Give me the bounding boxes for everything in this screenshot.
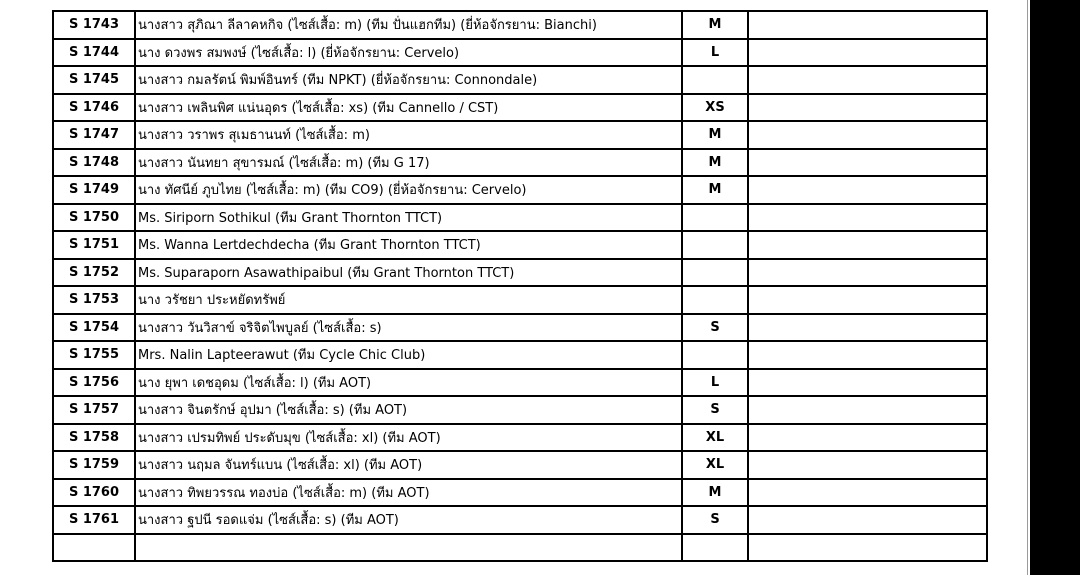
participant-id-cell: S 1753 [53,286,135,314]
participant-name-cell: นางสาว ทิพยวรรณ ทองบ่อ (ไซส์เสื้อ: m) (ทีม AOT) [135,479,682,507]
participant-id-cell: S 1757 [53,396,135,424]
blank-cell [748,231,987,259]
participant-name-cell: นาง ดวงพร สมพงษ์ (ไซส์เสื้อ: l) (ยี่ห้อจักรยาน: Cervelo) [135,39,682,67]
table-row [53,121,987,149]
participant-id-cell: S 1755 [53,341,135,369]
blank-cell [748,424,987,452]
participant-name-cell: Mrs. Nalin Lapteerawut (ทีม Cycle Chic Club) [135,341,682,369]
blank-cell [748,11,987,39]
table-row [53,259,987,287]
participant-table-body [53,11,987,561]
table-row [53,94,987,122]
participant-name-cell: Ms. Suparaporn Asawathipaibul (ทีม Grant Thornton TTCT) [135,259,682,287]
participant-name-cell: นางสาว วันวิสาข์ จริจิตไพบูลย์ (ไซส์เสื้อ: s) [135,314,682,342]
shirt-size-cell [682,259,748,287]
shirt-size-cell: L [682,39,748,67]
participant-name-cell [135,534,682,562]
shirt-size-cell: M [682,11,748,39]
table-row [53,286,987,314]
participant-id-cell: S 1761 [53,506,135,534]
participant-id-cell [53,534,135,562]
participant-name-cell: นางสาว ฐปนี รอดแจ่ม (ไซส์เสื้อ: s) (ทีม AOT) [135,506,682,534]
blank-cell [748,39,987,67]
participant-id-cell: S 1743 [53,11,135,39]
blank-cell [748,121,987,149]
shirt-size-cell: S [682,396,748,424]
participant-name-cell: นางสาว จินตรักษ์ อุปมา (ไซส์เสื้อ: s) (ทีม AOT) [135,396,682,424]
participant-id-cell: S 1747 [53,121,135,149]
blank-cell [748,176,987,204]
shirt-size-cell: M [682,479,748,507]
participant-name-cell: นาง ยุพา เดชอุดม (ไซส์เสื้อ: l) (ทีม AOT) [135,369,682,397]
shirt-size-cell [682,341,748,369]
participant-id-cell: S 1751 [53,231,135,259]
participant-id-cell: S 1754 [53,314,135,342]
participant-name-cell: นางสาว นฤมล จันทร์แบน (ไซส์เสื้อ: xl) (ทีม AOT) [135,451,682,479]
table-row [53,11,987,39]
participant-table [52,10,988,562]
participant-name-cell: นาง วรัชยา ประหยัดทรัพย์ [135,286,682,314]
shirt-size-cell [682,204,748,232]
blank-cell [748,314,987,342]
participant-name-cell: Ms. Wanna Lertdechdecha (ทีม Grant Thornton TTCT) [135,231,682,259]
participant-id-cell: S 1750 [53,204,135,232]
blank-cell [748,451,987,479]
table-row [53,424,987,452]
blank-cell [748,66,987,94]
shirt-size-cell [682,66,748,94]
participant-name-cell: นางสาว วราพร สุเมธานนท์ (ไซส์เสื้อ: m) [135,121,682,149]
participant-id-cell: S 1744 [53,39,135,67]
page-edge-line [1027,0,1028,575]
blank-cell [748,396,987,424]
table-row [53,39,987,67]
shirt-size-cell [682,534,748,562]
viewer-scroll-area [1030,0,1080,575]
participant-id-cell: S 1752 [53,259,135,287]
table-row [53,66,987,94]
shirt-size-cell: XL [682,424,748,452]
shirt-size-cell: M [682,121,748,149]
shirt-size-cell: XS [682,94,748,122]
blank-cell [748,479,987,507]
shirt-size-cell: M [682,176,748,204]
participant-name-cell: นางสาว สุภิณา ลีลาคหกิจ (ไซส์เสื้อ: m) (ทีม ปั่นแฮกทีม) (ยี่ห้อจักรยาน: Bianchi) [135,11,682,39]
blank-cell [748,286,987,314]
table-row [53,176,987,204]
table-row [53,314,987,342]
participant-id-cell: S 1758 [53,424,135,452]
shirt-size-cell: XL [682,451,748,479]
participant-name-cell: นางสาว เพลินพิศ แน่นอุดร (ไซส์เสื้อ: xs) (ทีม Cannello / CST) [135,94,682,122]
participant-id-cell: S 1756 [53,369,135,397]
table-row [53,204,987,232]
participant-id-cell: S 1745 [53,66,135,94]
blank-cell [748,506,987,534]
blank-cell [748,204,987,232]
participant-name-cell: นางสาว กมลรัตน์ พิมพ์อินทร์ (ทีม NPKT) (ยี่ห้อจักรยาน: Connondale) [135,66,682,94]
table-row [53,149,987,177]
participant-id-cell: S 1760 [53,479,135,507]
participant-name-cell: Ms. Siriporn Sothikul (ทีม Grant Thornton TTCT) [135,204,682,232]
shirt-size-cell [682,231,748,259]
table-row [53,479,987,507]
participant-name-cell: นางสาว นันทยา สุขารมณ์ (ไซส์เสื้อ: m) (ทีม G 17) [135,149,682,177]
shirt-size-cell [682,286,748,314]
table-row [53,396,987,424]
shirt-size-cell: M [682,149,748,177]
table-row [53,369,987,397]
table-row [53,231,987,259]
shirt-size-cell: S [682,314,748,342]
blank-cell [748,149,987,177]
blank-cell [748,534,987,562]
table-row [53,506,987,534]
blank-cell [748,259,987,287]
participant-id-cell: S 1759 [53,451,135,479]
participant-id-cell: S 1749 [53,176,135,204]
blank-cell [748,369,987,397]
table-row [53,451,987,479]
shirt-size-cell: L [682,369,748,397]
participant-id-cell: S 1746 [53,94,135,122]
blank-cell [748,341,987,369]
blank-cell [748,94,987,122]
table-row [53,534,987,562]
shirt-size-cell: S [682,506,748,534]
participant-name-cell: นางสาว เปรมทิพย์ ประดับมุข (ไซส์เสื้อ: xl) (ทีม AOT) [135,424,682,452]
table-row [53,341,987,369]
participant-id-cell: S 1748 [53,149,135,177]
participant-name-cell: นาง ทัศนีย์ ภูบไทย (ไซส์เสื้อ: m) (ทีม CO9) (ยี่ห้อจักรยาน: Cervelo) [135,176,682,204]
